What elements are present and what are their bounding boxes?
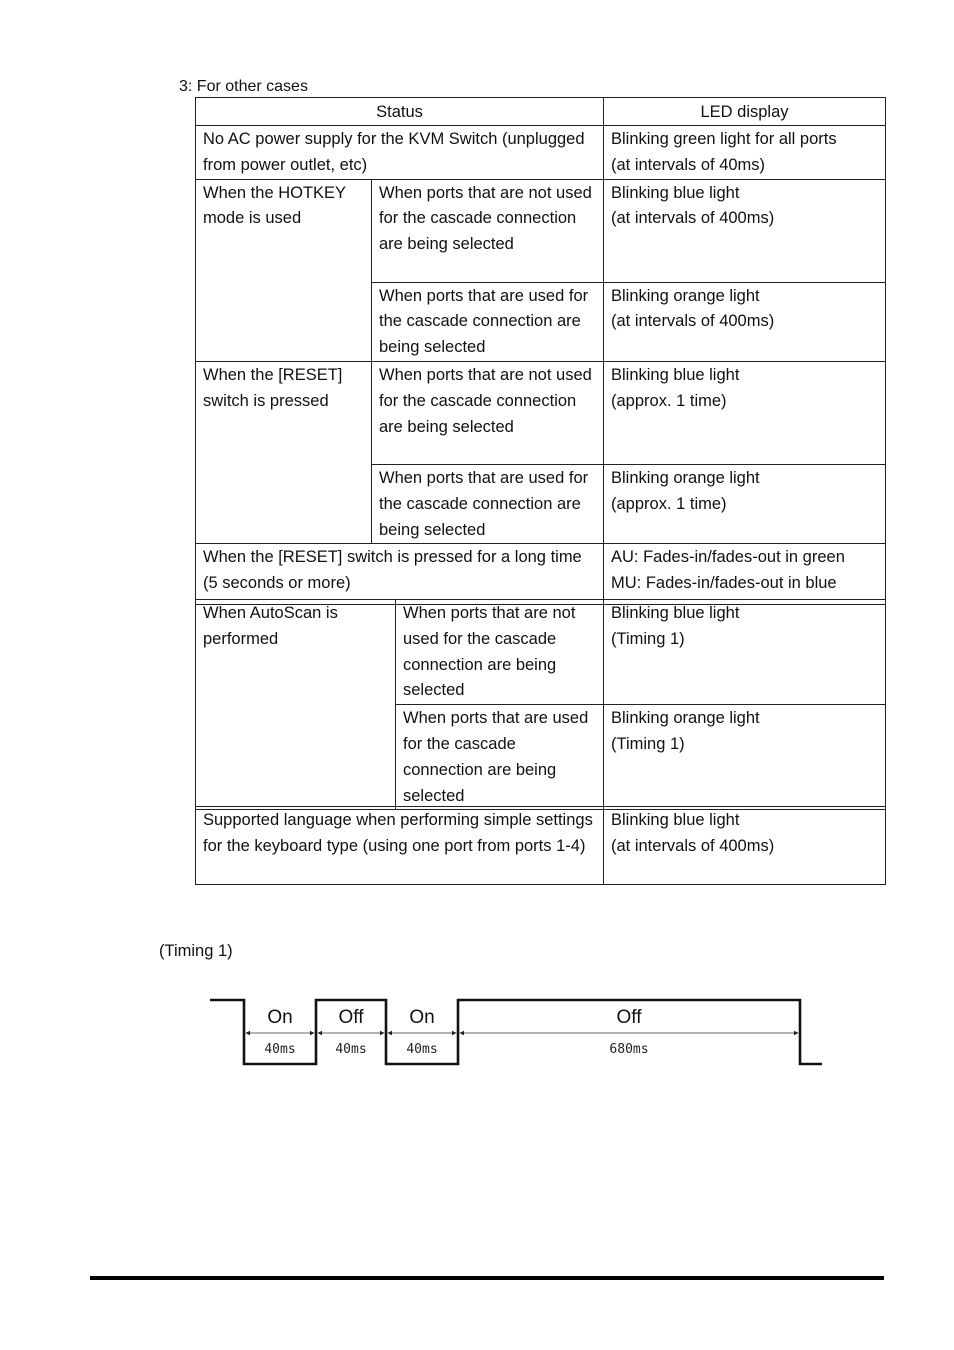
led-text: Blinking blue light <box>611 365 740 384</box>
led-cell <box>604 282 886 361</box>
header-status: Status <box>196 98 604 126</box>
group-cell: When the [RESET] switch is pressed <box>196 361 372 543</box>
led-text: Blinking orange light <box>611 286 760 305</box>
segment-state-label: On <box>267 1007 293 1028</box>
timing-waveform <box>210 1000 822 1064</box>
led-text: AU: Fades-in/fades-out in green <box>611 548 845 567</box>
timing-segments <box>246 1007 798 1057</box>
table-row <box>196 807 886 885</box>
table-row <box>196 126 886 180</box>
status-cell: Supported language when performing simple settings for the keyboard type (using one port from ports 1-4) <box>196 807 604 885</box>
sub-status-cell: When ports that are used for the cascade connection are being selected <box>396 705 604 810</box>
table-row <box>196 361 886 464</box>
sub-status-cell: When ports that are not used for the cascade connection are being selected <box>396 600 604 705</box>
status-cell: When the [RESET] switch is pressed for a long time (5 seconds or more) <box>196 544 604 605</box>
led-text: Blinking blue light <box>611 604 740 622</box>
led-text: Blinking blue light <box>611 811 740 829</box>
led-interval: (Timing 1) <box>611 734 685 753</box>
status-cell: No AC power supply for the KVM Switch (unplugged from power outlet, etc) <box>196 126 604 180</box>
section-title: 3: For other cases <box>179 78 308 95</box>
timing-label: (Timing 1) <box>159 942 233 960</box>
table-header-row <box>196 98 886 126</box>
group-cell: When AutoScan is performed <box>196 600 396 810</box>
table-row <box>196 600 886 705</box>
sub-status-cell: When ports that are not used for the cascade connection are being selected <box>372 179 604 282</box>
footer-rule <box>90 1276 884 1280</box>
sub-status-cell: When ports that are not used for the cascade connection are being selected <box>372 361 604 464</box>
led-cell <box>604 179 886 282</box>
led-interval: (at intervals of 400ms) <box>611 312 775 331</box>
group-cell: When the HOTKEY mode is used <box>196 179 372 361</box>
segment-duration-label: 680ms <box>609 1042 649 1057</box>
table-row <box>196 544 886 605</box>
sub-status-cell: When ports that are used for the cascade connection are being selected <box>372 282 604 361</box>
segment-duration-label: 40ms <box>264 1042 296 1057</box>
segment-duration-label: 40ms <box>406 1042 438 1057</box>
led-interval: (Timing 1) <box>611 629 685 648</box>
led-text: MU: Fades-in/fades-out in blue <box>611 574 837 593</box>
language-table <box>195 806 886 885</box>
led-cell <box>604 126 886 180</box>
segment-duration-label: 40ms <box>335 1042 367 1057</box>
segment-state-label: Off <box>616 1007 642 1028</box>
led-text: Blinking blue light <box>611 183 740 202</box>
led-cell <box>604 600 886 705</box>
led-interval: (at intervals of 40ms) <box>611 155 766 174</box>
led-interval: (approx. 1 time) <box>611 391 727 410</box>
autoscan-table <box>195 599 886 810</box>
led-cell <box>604 705 886 810</box>
led-interval: (at intervals of 400ms) <box>611 836 775 855</box>
led-cell <box>604 464 886 543</box>
sub-status-cell: When ports that are used for the cascade connection are being selected <box>372 464 604 543</box>
led-text: Blinking orange light <box>611 709 760 728</box>
led-cell <box>604 807 886 885</box>
led-text: Blinking orange light <box>611 468 760 487</box>
segment-state-label: Off <box>338 1007 364 1028</box>
segment-state-label: On <box>409 1007 435 1028</box>
led-cell <box>604 361 886 464</box>
led-interval: (approx. 1 time) <box>611 494 727 513</box>
timing-diagram <box>200 990 830 1075</box>
header-led-display: LED display <box>604 98 886 126</box>
led-text: Blinking green light for all ports <box>611 130 837 148</box>
table-row <box>196 179 886 282</box>
led-interval: (at intervals of 400ms) <box>611 209 775 228</box>
led-status-table <box>195 97 886 605</box>
led-cell <box>604 544 886 605</box>
